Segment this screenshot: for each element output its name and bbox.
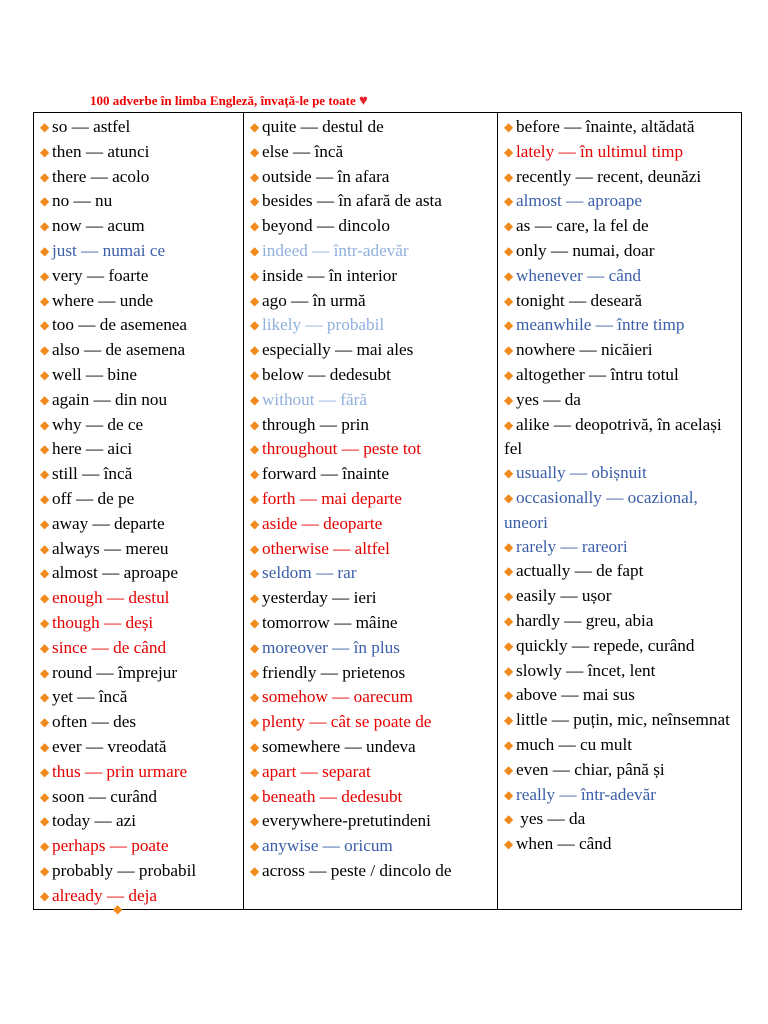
adverb-text: without — fără <box>262 389 368 409</box>
adverb-text: seldom — rar <box>262 563 357 583</box>
diamond-bullet-icon: ◆ <box>40 739 50 754</box>
adverb-text: ever — vreodată <box>52 736 167 756</box>
diamond-bullet-icon: ◆ <box>250 318 260 333</box>
adverb-text: since — de când <box>52 637 167 657</box>
list-item <box>504 363 737 388</box>
list-item <box>40 537 239 562</box>
diamond-bullet-icon: ◆ <box>504 219 514 234</box>
diamond-bullet-icon: ◆ <box>40 665 50 680</box>
list-item <box>504 388 737 413</box>
list-item <box>250 661 493 686</box>
adverb-text: probably — probabil <box>52 860 197 880</box>
list-item <box>40 165 239 190</box>
adverb-text: even — chiar, până și <box>516 759 665 779</box>
adverb-table <box>33 112 742 910</box>
list-item <box>40 561 239 586</box>
adverb-text: apart — separat <box>262 761 371 781</box>
diamond-bullet-icon: ◆ <box>40 715 50 730</box>
list-item <box>250 586 493 611</box>
adverb-text: quite — destul de <box>262 117 384 136</box>
list-item <box>40 735 239 760</box>
list-item <box>250 809 493 834</box>
diamond-bullet-icon: ◆ <box>40 491 50 506</box>
adverb-text: plenty — cât se poate de <box>262 712 432 732</box>
list-item <box>250 338 493 363</box>
diamond-bullet-icon: ◆ <box>504 318 514 333</box>
adverb-text: anywise — oricum <box>262 836 393 856</box>
diamond-bullet-icon: ◆ <box>250 690 260 705</box>
adverb-text: ago — în urmă <box>262 290 366 310</box>
adverb-text: away — departe <box>52 513 165 533</box>
adverb-text: just — numai ce <box>52 240 166 260</box>
column-1 <box>34 113 244 910</box>
adverb-text: no — nu <box>52 191 113 211</box>
list-item <box>40 834 239 859</box>
adverb-text: altogether — întru totul <box>516 364 679 384</box>
list-item <box>504 239 737 264</box>
adverb-text: slowly — încet, lent <box>516 660 656 680</box>
adverb-text: so — astfel <box>52 117 131 136</box>
diamond-bullet-icon: ◆ <box>250 120 260 134</box>
adverb-text: through — prin <box>262 414 369 434</box>
diamond-bullet-icon: ◆ <box>40 219 50 234</box>
adverb-text: usually — obișnuit <box>516 463 647 483</box>
adverb-text: almost — aproape <box>516 191 643 211</box>
list-item <box>504 659 737 684</box>
adverb-text: yes — da <box>516 389 581 409</box>
diamond-bullet-icon: ◆ <box>504 663 514 678</box>
list-item <box>504 683 737 708</box>
adverb-text: round — împrejur <box>52 662 178 682</box>
list-item <box>250 685 493 710</box>
diamond-bullet-icon: ◆ <box>250 243 260 258</box>
list-item <box>40 189 239 214</box>
list-item <box>504 634 737 659</box>
adverb-text: well — bine <box>52 364 137 384</box>
diamond-bullet-icon: ◆ <box>40 268 50 283</box>
adverb-text: now — acum <box>52 216 145 236</box>
diamond-bullet-icon: ◆ <box>40 194 50 209</box>
adverb-text: yet — încă <box>52 687 128 707</box>
adverb-text: across — peste / dincolo de <box>262 860 452 880</box>
diamond-bullet-icon: ◆ <box>40 144 50 159</box>
list-item <box>40 289 239 314</box>
list-item <box>250 214 493 239</box>
adverb-text: here — aici <box>52 439 133 459</box>
diamond-bullet-icon: ◆ <box>504 688 514 703</box>
list-item <box>40 487 239 512</box>
diamond-bullet-icon: ◆ <box>250 293 260 308</box>
adverb-text: actually — de fapt <box>516 561 644 581</box>
list-item <box>250 313 493 338</box>
list-item <box>250 636 493 661</box>
adverb-text: besides — în afară de asta <box>262 191 442 211</box>
list-item <box>250 140 493 165</box>
diamond-bullet-icon: ◆ <box>250 194 260 209</box>
adverb-text: else — încă <box>262 141 344 161</box>
diamond-bullet-icon: ◆ <box>250 417 260 432</box>
list-item <box>40 586 239 611</box>
diamond-bullet-icon: ◆ <box>40 615 50 630</box>
list-item <box>40 140 239 165</box>
adverb-text: outside — în afara <box>262 166 390 186</box>
adverb-text: again — din nou <box>52 389 168 409</box>
diamond-bullet-icon: ◆ <box>504 194 514 209</box>
page-title <box>90 93 368 110</box>
list-item <box>40 512 239 537</box>
adverb-text: where — unde <box>52 290 154 310</box>
diamond-bullet-icon: ◆ <box>40 318 50 333</box>
list-item <box>40 264 239 289</box>
list-item <box>504 559 737 584</box>
diamond-bullet-icon: ◆ <box>250 591 260 606</box>
diamond-bullet-icon: ◆ <box>250 516 260 531</box>
diamond-bullet-icon: ◆ <box>250 640 260 655</box>
list-item <box>250 710 493 735</box>
adverb-text: much — cu mult <box>516 734 632 754</box>
heart-icon: ♥ <box>359 93 368 109</box>
adverb-text: perhaps — poate <box>52 836 169 856</box>
adverb-text: very — foarte <box>52 265 149 285</box>
list-item <box>504 733 737 758</box>
adverb-text: really — într-adevăr <box>516 784 656 804</box>
diamond-bullet-icon: ◆ <box>250 789 260 804</box>
list-item <box>504 486 737 535</box>
diamond-bullet-icon: ◆ <box>504 466 514 481</box>
diamond-bullet-icon: ◆ <box>250 144 260 159</box>
list-item <box>250 760 493 785</box>
list-item <box>250 487 493 512</box>
list-item <box>504 313 737 338</box>
diamond-bullet-icon: ◆ <box>504 737 514 752</box>
diamond-bullet-icon: ◆ <box>504 638 514 653</box>
list-item <box>504 413 737 462</box>
list-item <box>250 462 493 487</box>
diamond-bullet-icon: ◆ <box>504 120 514 134</box>
list-item <box>250 834 493 859</box>
adverb-text: especially — mai ales <box>262 340 414 360</box>
diamond-bullet-icon: ◆ <box>504 144 514 159</box>
adverb-text: there — acolo <box>52 166 150 186</box>
list-item <box>40 214 239 239</box>
adverb-text: below — dedesubt <box>262 364 391 384</box>
list-item <box>40 884 239 909</box>
adverb-text: before — înainte, altădată <box>516 117 695 136</box>
adverb-text: tonight — deseară <box>516 290 643 310</box>
adverb-text: why — de ce <box>52 414 144 434</box>
diamond-bullet-icon: ◆ <box>40 243 50 258</box>
adverb-text: easily — ușor <box>516 586 612 606</box>
diamond-bullet-icon: ◆ <box>40 814 50 829</box>
adverb-text: enough — destul <box>52 588 170 608</box>
diamond-bullet-icon: ◆ <box>250 268 260 283</box>
diamond-bullet-icon: ◆ <box>40 640 50 655</box>
diamond-bullet-icon: ◆ <box>250 541 260 556</box>
adverb-text: inside — în interior <box>262 265 398 285</box>
adverb-text: always — mereu <box>52 538 169 558</box>
column-2 <box>244 113 498 910</box>
adverb-text: somehow — oarecum <box>262 687 413 707</box>
diamond-bullet-icon: ◆ <box>40 120 50 134</box>
diamond-bullet-icon: ◆ <box>40 367 50 382</box>
list-item <box>250 239 493 264</box>
adverb-text: then — atunci <box>52 141 150 161</box>
adverb-text: beyond — dincolo <box>262 216 390 236</box>
list-item <box>250 785 493 810</box>
diamond-bullet-icon: ◆ <box>504 268 514 283</box>
diamond-bullet-icon: ◆ <box>250 392 260 407</box>
list-item <box>40 685 239 710</box>
diamond-bullet-icon: ◆ <box>250 343 260 358</box>
diamond-bullet-icon: ◆ <box>40 789 50 804</box>
adverb-text: soon — curând <box>52 786 158 806</box>
diamond-bullet-icon: ◆ <box>40 690 50 705</box>
list-item <box>40 809 239 834</box>
list-item <box>250 537 493 562</box>
adverb-text: today — azi <box>52 811 136 831</box>
list-item <box>250 363 493 388</box>
adverb-text: hardly — greu, abia <box>516 610 654 630</box>
list-item <box>250 165 493 190</box>
diamond-bullet-icon: ◆ <box>250 739 260 754</box>
adverb-text: above — mai sus <box>516 685 635 705</box>
diamond-bullet-icon: ◆ <box>40 839 50 854</box>
adverb-text: recently — recent, deunăzi <box>516 166 702 186</box>
adverb-text: meanwhile — între timp <box>516 315 685 335</box>
adverb-text: rarely — rareori <box>516 536 628 556</box>
adverb-text: forward — înainte <box>262 464 389 484</box>
adverb-text: whenever — când <box>516 265 642 285</box>
adverb-text: throughout — peste tot <box>262 439 421 459</box>
adverb-text: forth — mai departe <box>262 488 402 508</box>
list-item <box>250 289 493 314</box>
adverb-text: thus — prin urmare <box>52 761 188 781</box>
adverb-text: occasionally — ocazional, uneori <box>504 487 698 532</box>
diamond-bullet-icon: ◆ <box>40 417 50 432</box>
list-item <box>250 611 493 636</box>
list-item <box>40 413 239 438</box>
diamond-bullet-icon: ◆ <box>250 219 260 234</box>
diamond-bullet-icon: ◆ <box>504 589 514 604</box>
list-item <box>504 189 737 214</box>
adverb-text: though — deși <box>52 612 154 632</box>
list-item <box>504 289 737 314</box>
list-item <box>504 535 737 560</box>
list-item <box>504 214 737 239</box>
list-item <box>40 115 239 140</box>
adverb-text: already — deja <box>52 885 157 905</box>
diamond-bullet-icon: ◆ <box>504 367 514 382</box>
diamond-bullet-icon: ◆ <box>40 392 50 407</box>
list-item <box>40 363 239 388</box>
list-item <box>504 584 737 609</box>
diamond-bullet-icon: ◆ <box>504 564 514 579</box>
diamond-bullet-icon: ◆ <box>250 764 260 779</box>
list-item <box>504 708 737 733</box>
diamond-bullet-icon: ◆ <box>504 417 514 432</box>
diamond-bullet-icon: ◆ <box>40 541 50 556</box>
column-3 <box>498 113 742 910</box>
list-item <box>250 189 493 214</box>
adverb-text: alike — deopotrivă, în același fel <box>504 414 722 459</box>
diamond-bullet-icon: ◆ <box>40 591 50 606</box>
adverb-text: somewhere — undeva <box>262 736 416 756</box>
adverb-text: tomorrow — mâine <box>262 612 398 632</box>
diamond-bullet-icon: ◆ <box>504 613 514 628</box>
table-row <box>34 113 742 910</box>
page-title-text: 100 adverbe în limba Engleză, învață-le pe toate <box>90 93 356 108</box>
diamond-bullet-icon: ◆ <box>504 490 514 505</box>
adverb-text: almost — aproape <box>52 563 179 583</box>
list-item <box>40 338 239 363</box>
list-item <box>40 437 239 462</box>
diamond-bullet-icon: ◆ <box>40 293 50 308</box>
list-item <box>250 561 493 586</box>
diamond-bullet-icon: ◆ <box>504 762 514 777</box>
diamond-bullet-icon: ◆ <box>40 169 50 184</box>
diamond-bullet-icon: ◆ <box>250 491 260 506</box>
list-item <box>250 264 493 289</box>
list-item <box>40 636 239 661</box>
adverb-text: everywhere-pretutindeni <box>262 811 431 831</box>
diamond-bullet-icon: ◆ <box>250 169 260 184</box>
diamond-bullet-icon: ◆ <box>504 812 514 827</box>
list-item <box>504 807 737 832</box>
adverb-text: when — când <box>516 834 612 854</box>
list-item <box>40 313 239 338</box>
diamond-bullet-icon: ◆ <box>504 392 514 407</box>
diamond-bullet-icon: ◆ <box>504 713 514 728</box>
adverb-text: friendly — prietenos <box>262 662 406 682</box>
list-item <box>40 611 239 636</box>
adverb-text: also — de asemena <box>52 340 186 360</box>
list-item <box>504 264 737 289</box>
adverb-text: too — de asemenea <box>52 315 188 335</box>
list-item <box>250 859 493 884</box>
list-item <box>250 388 493 413</box>
list-item <box>250 735 493 760</box>
adverb-text: quickly — repede, curând <box>516 635 695 655</box>
diamond-bullet-icon: ◆ <box>40 442 50 457</box>
list-item <box>504 165 737 190</box>
diamond-bullet-icon: ◆ <box>250 615 260 630</box>
diamond-bullet-icon: ◆ <box>40 467 50 482</box>
list-item <box>504 758 737 783</box>
diamond-bullet-icon: ◆ <box>250 665 260 680</box>
diamond-bullet-icon: ◆ <box>250 715 260 730</box>
diamond-bullet-icon: ◆ <box>250 442 260 457</box>
adverb-text: nowhere — nicăieri <box>516 340 653 360</box>
list-item <box>250 512 493 537</box>
list-item <box>40 710 239 735</box>
diamond-bullet-icon: ◆ <box>40 764 50 779</box>
diamond-bullet-icon: ◆ <box>40 516 50 531</box>
list-item <box>40 462 239 487</box>
adverb-text: yes — da <box>516 809 586 829</box>
adverb-text: little — puțin, mic, neînsemnat <box>516 710 730 730</box>
list-item <box>250 115 493 140</box>
list-item <box>504 115 737 140</box>
adverb-text: yesterday — ieri <box>262 588 377 608</box>
diamond-bullet-icon: ◆ <box>504 787 514 802</box>
list-item <box>40 239 239 264</box>
list-item <box>504 609 737 634</box>
diamond-bullet-icon: ◆ <box>40 888 50 903</box>
adverb-text: lately — în ultimul timp <box>516 141 684 161</box>
adverb-text: moreover — în plus <box>262 637 400 657</box>
list-item <box>250 413 493 438</box>
diamond-bullet-icon: ◆ <box>250 467 260 482</box>
diamond-bullet-icon: ◆ <box>504 539 514 554</box>
diamond-bullet-icon: ◆ <box>250 367 260 382</box>
list-item <box>40 785 239 810</box>
adverb-text: still — încă <box>52 464 133 484</box>
adverb-text: beneath — dedesubt <box>262 786 403 806</box>
diamond-bullet-icon: ◆ <box>40 343 50 358</box>
diamond-bullet-icon: ◆ <box>504 243 514 258</box>
list-item <box>40 760 239 785</box>
adverb-text: off — de pe <box>52 488 135 508</box>
diamond-bullet-icon: ◆ <box>250 863 260 878</box>
adverb-text: only — numai, doar <box>516 240 655 260</box>
diamond-bullet-icon: ◆ <box>504 837 514 852</box>
diamond-bullet-icon: ◆ <box>250 566 260 581</box>
adverb-text: often — des <box>52 712 137 732</box>
list-item <box>40 661 239 686</box>
list-item <box>504 140 737 165</box>
list-item <box>40 859 239 884</box>
adverb-text: likely — probabil <box>262 315 385 335</box>
list-item <box>504 338 737 363</box>
diamond-bullet-icon: ◆ <box>250 814 260 829</box>
adverb-text: indeed — într-adevăr <box>262 240 409 260</box>
diamond-bullet-icon: ◆ <box>40 566 50 581</box>
list-item <box>504 832 737 857</box>
list-item <box>504 783 737 808</box>
adverb-text: aside — deoparte <box>262 513 383 533</box>
list-item <box>40 388 239 413</box>
diamond-bullet-icon: ◆ <box>504 343 514 358</box>
adverb-text: as — care, la fel de <box>516 216 649 236</box>
list-item <box>250 437 493 462</box>
diamond-bullet-icon: ◆ <box>250 839 260 854</box>
diamond-bullet-icon: ◆ <box>504 169 514 184</box>
adverb-text: otherwise — altfel <box>262 538 390 558</box>
stray-bullet-icon: ◆ <box>113 902 123 916</box>
list-item <box>504 461 737 486</box>
diamond-bullet-icon: ◆ <box>504 293 514 308</box>
diamond-bullet-icon: ◆ <box>40 863 50 878</box>
